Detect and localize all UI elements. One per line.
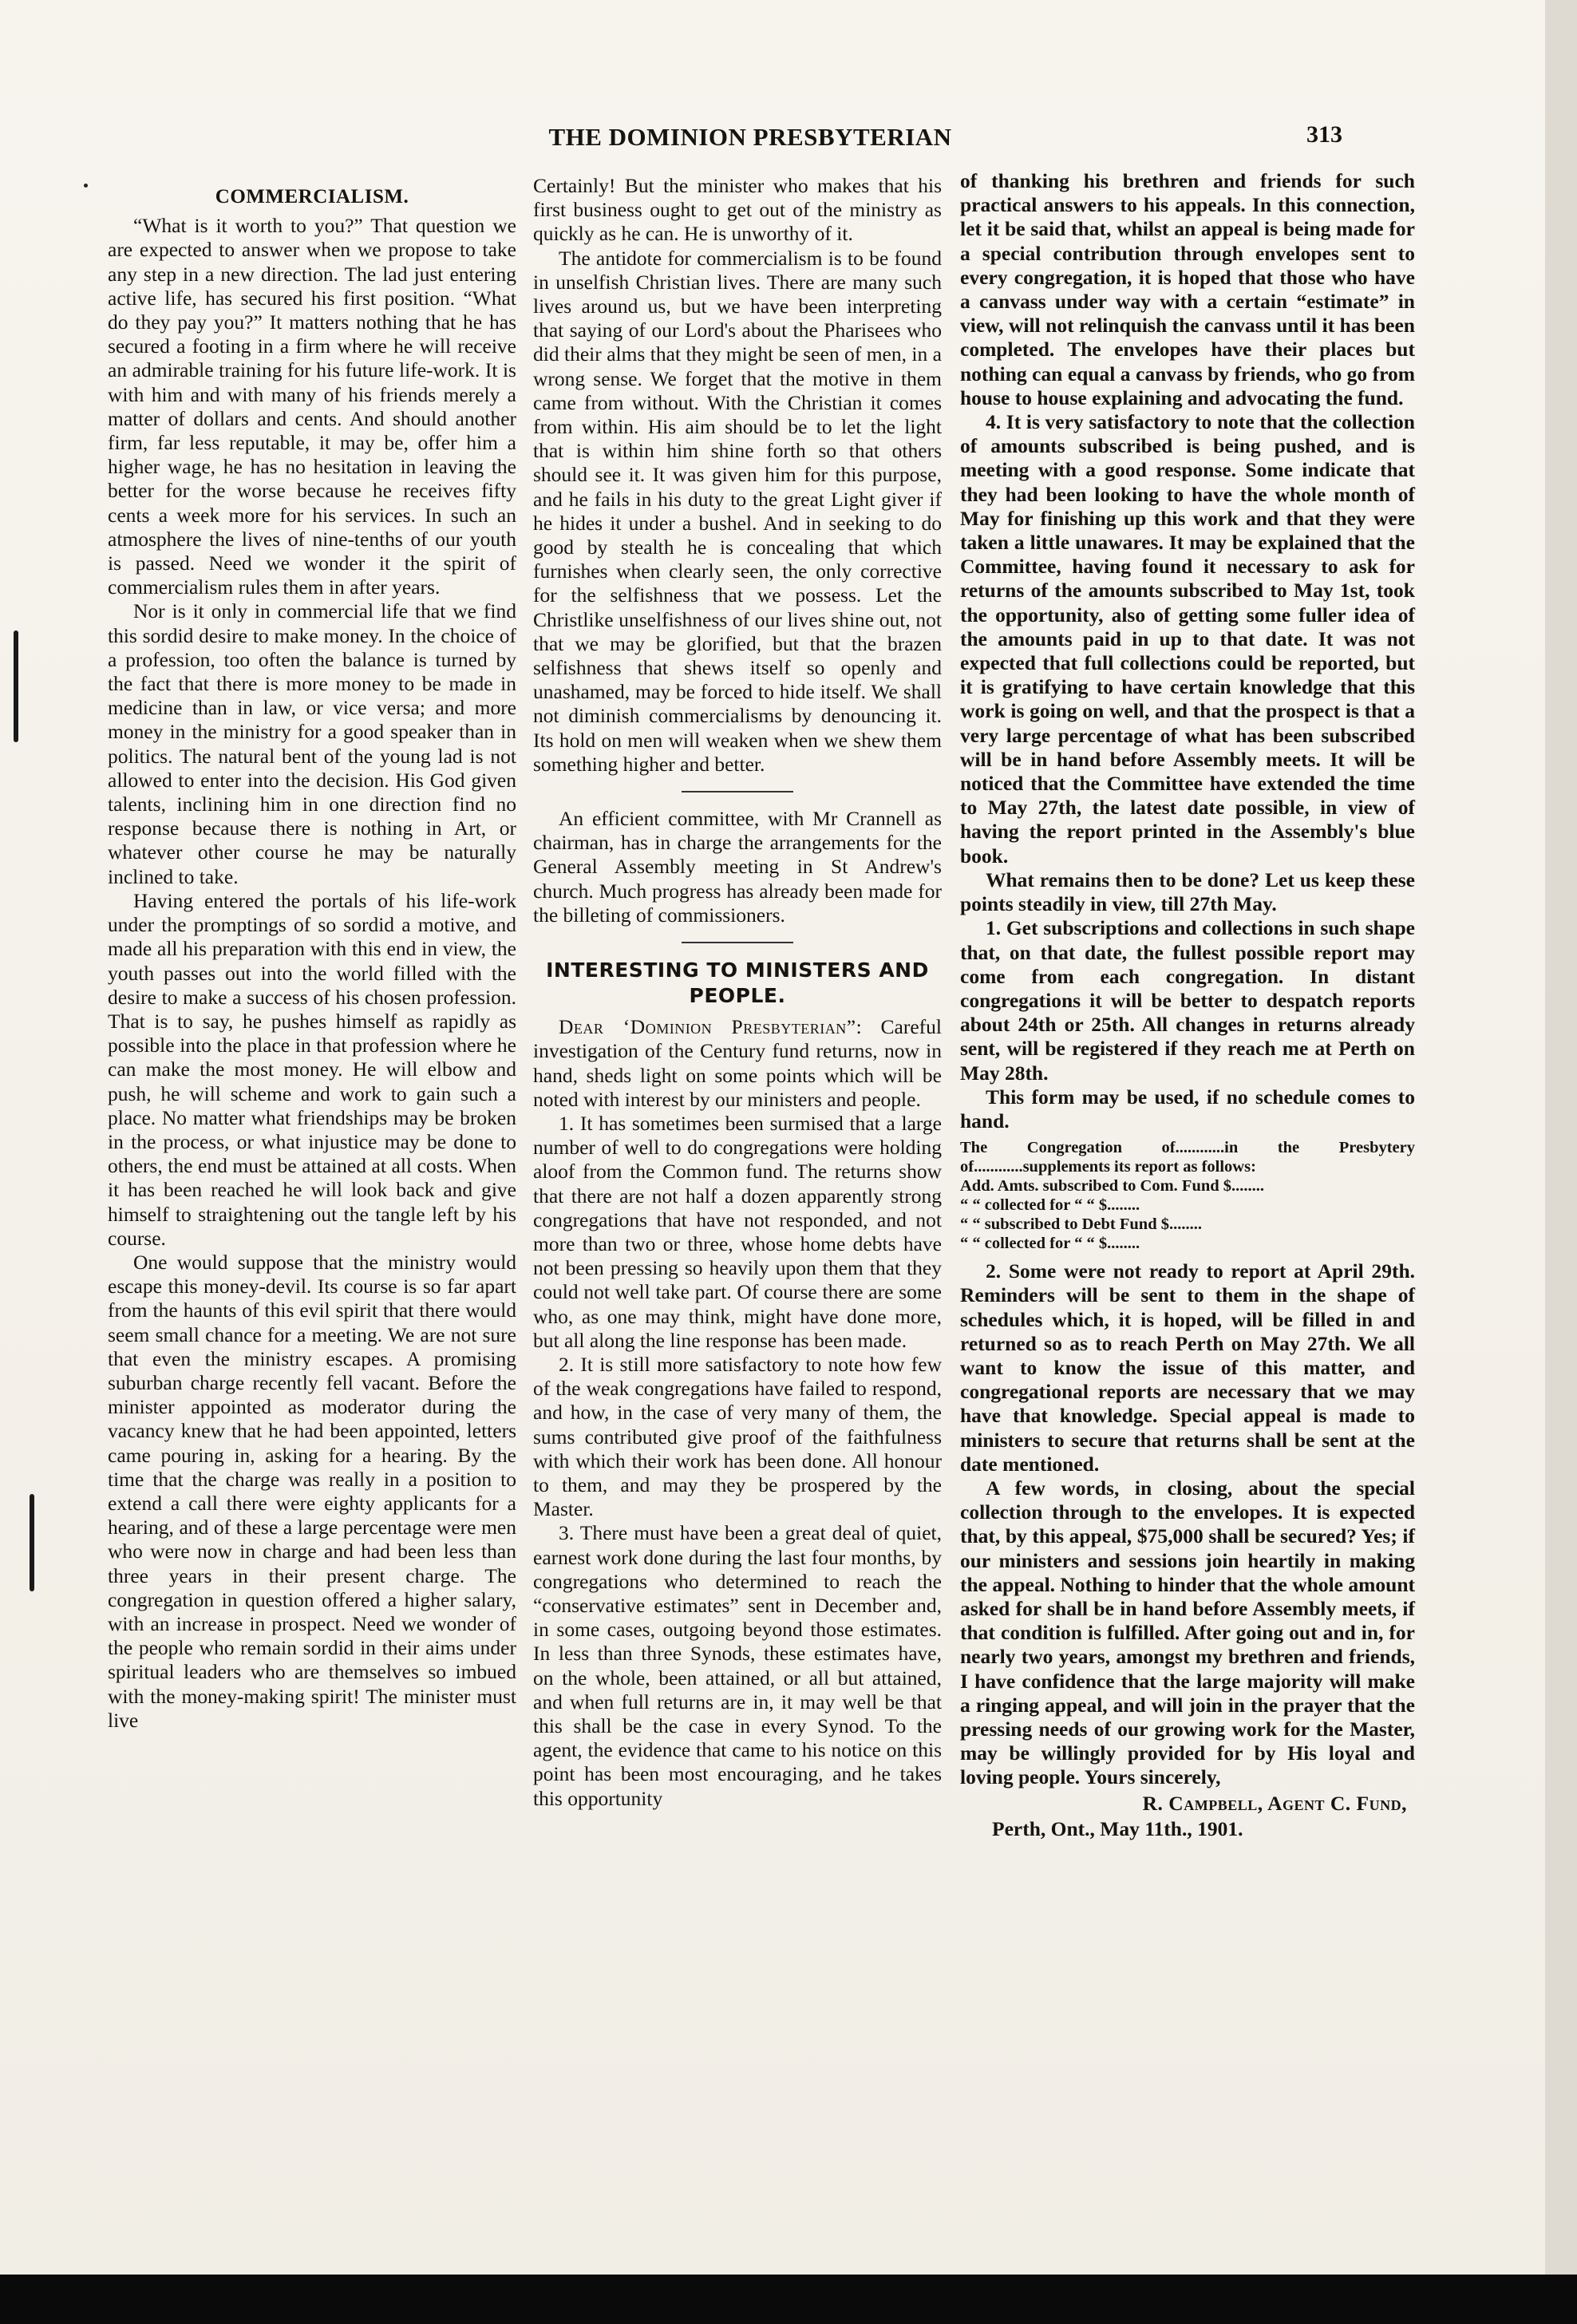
article-paragraph: One would suppose that the ministry would escape this money-devil. Its course is so far apart from the haunts of this evil spirit that there would seem small chance for a meeting. We are not sure that even the ministry escapes. A promising suburban charge recently fell vacant. Before the minister appointed as moderator during the vacancy knew that he had been appointed, letters came pouring in, asking for a hearing. By the time that the charge was really in a position to extend a call there were eighty applicants for a hearing, and of these a large percentage were men who were now in charge and had been less than three years in their present charge. The congregation in question offered a higher salary, with an increase in prospect. Need we wonder of the people who remain sordid in their aims under spiritual leaders who are themselves so imbued with the money-making spirit! The minister must live <box>108 1250 516 1732</box>
letter-paragraph: 1. It has sometimes been surmised that a large number of well to do congregations were holding aloof from the Common fund. The returns show that there are not half a dozen apparently strong congregations that have not responded, and not more than two or three, whose home debts have not been pressing so heavily upon them that they could not well take part. Of course there are some who, as one may think, might have done more, but all along the line response has been made. <box>533 1111 942 1352</box>
letter-paragraph: 3. There must have been a great deal of quiet, earnest work done during the last four months, by congregations who determined to reach the “conservative estimates” sent in December and, in some cases, outgoing beyond those estimates. In less than three Synods, these estimates have, on the whole, been attained, or all but attained, and when full returns are in, it may well be that this shall be the case in every Synod. To the agent, the evidence that came to his notice on this point has been most encouraging, and he takes this opportunity <box>533 1521 942 1810</box>
article-paragraph: Nor is it only in commercial life that we find this sordid desire to make money. In the choice of a profession, too often the balance is turned by the fact that there is more money to be made in medicine than in law, or vice versa; and more money in the ministry for a good speaker than in politics. The natural bent of the young lad is not allowed to enter into the decision. His God given talents, inclining him in one direction find no response because there is nothing in Art, or whatever other course he may be naturally inclined to take. <box>108 599 516 888</box>
running-header-title: THE DOMINION PRESBYTERIAN <box>548 123 952 151</box>
article-paragraph: The antidote for commercialism is to be found in unselfish Christian lives. There are many such lives around us, but we have been interpreting that saying of our Lord's about the Pharisees who did their alms that they might be seen of men, in a wrong sense. We forget that the motive in them came from without. With the Christian it comes from within. His aim should be to let the light that is within him shine forth so that others should see it. It was given him for this purpose, and he fails in his duty to the great Light giver if he hides it under a bushel. And in seeking to do good by stealth he is concealing that which furnishes when clearly seen, the only corrective for the selfishness that we possess. Let the Christlike unselfishness of our lives shine out, not that we may be glorified, but that the brazen selfishness that shews itself so openly and unashamed, may be forced to hide itself. We shall not diminish commercialisms by denouncing it. Its hold on men will weaken when we shew them something higher and better. <box>533 246 942 776</box>
letter-opening <box>533 1015 942 1112</box>
scan-bottom-edge <box>0 2275 1577 2324</box>
margin-bracket-lower <box>30 1494 34 1591</box>
dateline: Perth, Ont., May 11th., 1901. <box>992 1816 1243 1840</box>
left-column <box>108 185 516 1733</box>
return-form-template <box>960 1138 1415 1253</box>
letter-paragraph: A few words, in closing, about the special collection through to the envelopes. It is expected that, by this appeal, $75,000 shall be secured? Yes; if our ministers and sessions join heartily in making the appeal. Nothing to hinder that the whole amount asked for shall be in hand before Assembly meets, if that condition is fulfilled. After going out and in, for nearly two years, amongst my brethren and friends, I have confidence that the large majority will make a ringing appeal, and will join in the prayer that the pressing needs of our growing work for the Master, may be willingly provided for by His loyal and loving people. Yours sincerely, <box>960 1476 1415 1789</box>
letter-paragraph: 1. Get subscriptions and collections in such shape that, on that date, the fullest possible report may come from each congregation. In distant congregations it will be better to despatch reports about 24th or 25th. All changes in returns already sent, will be registered if they reach me at Perth on May 28th. <box>960 916 1415 1085</box>
section-divider <box>682 791 793 792</box>
letter-opening-text: : Careful investigation of the Century fund returns, now in hand, sheds light on some points which will be noted with interest by our ministers and people. <box>533 1015 942 1111</box>
form-row: “ “ subscribed to Debt Fund $........ <box>960 1215 1202 1234</box>
letter-salutation: Dear ‘Dominion Presbyterian” <box>559 1015 856 1039</box>
margin-bracket-upper <box>14 630 18 742</box>
article-paragraph: Certainly! But the minister who makes that his first business ought to get out of the ministry as quickly as he can. He is unworthy of it. <box>533 174 942 246</box>
assembly-notice: An efficient committee, with Mr Crannell as chairman, has in charge the arrangements for the General Assembly meeting in St Andrew's church. Much progress has already been made for the billeting of commissioners. <box>533 807 942 927</box>
form-row: “ “ collected for “ “ $........ <box>960 1235 1140 1253</box>
section-divider <box>682 942 793 943</box>
form-intro: The Congregation of............in the Presbytery of............supplements its report as follows: <box>960 1139 1415 1176</box>
letter-paragraph: 4. It is very satisfactory to note that the collection of amounts subscribed is being pushed, and is meeting with a good response. Some indicate that they had been looking to have the whole month of May for finishing up this work and that they were taken a little unawares. It may be explained that the Committee, having found it necessary to ask for returns of the amounts subscribed to May 1st, took the opportunity, also of getting some fuller idea of the amounts paid in up to that date. It was not expected that full collections could be reported, but it is gratifying to have certain knowledge that this work is going on well, and that the prospect is that a very large percentage of what has been subscribed will be in hand before Assembly meets. It will be noticed that the Committee have extended the time to May 27th, the latest date possible, in view of having the report printed in the Assembly's blue book. <box>960 410 1415 868</box>
letter-paragraph: of thanking his brethren and friends for such practical answers to his appeals. In this connection, let it be said that, whilst an appeal is being made for a special contribution through envelopes sent to every congregation, it is hoped that those who have a canvass under way with a certain “estimate” in view, will not relinquish the canvass until it has been completed. The envelopes have their places but nothing can equal a canvass by friends, who go from house to house explaining and advocating the fund. <box>960 169 1415 409</box>
scan-right-edge <box>1545 0 1577 2324</box>
signature-line: R. Campbell, Agent C. Fund, <box>1142 1791 1407 1815</box>
letter-paragraph: What remains then to be done? Let us keep these points steadily in view, till 27th May. <box>960 868 1415 916</box>
article-heading-interesting: INTERESTING TO MINISTERS AND PEOPLE. <box>546 958 929 1008</box>
article-paragraph: “What is it worth to you?” That question we are expected to answer when we propose to take any step in a new direction. The lad just entering active life, has secured his first position. “What do they pay you?” It matters nothing that he has secured a footing in a firm where he will receive an admirable training for his future life-work. It is with him and with many of his friends merely a matter of dollars and cents. And should another firm, far less reputable, it may be, offer him a higher wage, he has no hesitation in leaving the better for the worse because he receives fifty cents a week more for his services. In such an atmosphere the lives of nine-tenths of our youth is passed. Need we wonder it the spirit of commercialism rules them in after years. <box>108 214 516 599</box>
margin-mark-dot <box>84 184 88 188</box>
form-row: Add. Amts. subscribed to Com. Fund $........ <box>960 1177 1265 1196</box>
page-number: 313 <box>1306 121 1342 148</box>
article-heading-commercialism: COMMERCIALISM. <box>215 186 409 208</box>
letter-paragraph: 2. It is still more satisfactory to note how few of the weak congregations have failed to respond, and how, in the case of very many of them, the sums contributed give proof of the faithfulness with which their work has been done. All honour to them, and may they be prospered by the Master. <box>533 1352 942 1521</box>
letter-paragraph: This form may be used, if no schedule comes to hand. <box>960 1085 1415 1132</box>
article-paragraph: Having entered the portals of his life-work under the promptings of so sordid a motive, and made all his preparation with this end in view, the youth passes out into the world filled with the desire to make a success of his chosen profession. That is to say, he pushes himself as rapidly as possible into the place in that profession where he can make the most money. He will elbow and push, he will scheme and work to gain such a place. No matter what friendships may be broken in the process, or what injustice may be done to others, the end must be attained at all costs. When it has been reached he will look back and give himself to straightening out the tangle left by his course. <box>108 888 516 1250</box>
right-column <box>960 169 1415 1841</box>
form-row: “ “ collected for “ “ $........ <box>960 1196 1140 1215</box>
letter-paragraph: 2. Some were not ready to report at April 29th. Reminders will be sent to them in the shape of schedules which, it is hoped, will be filled in and returned so as to reach Perth on May 27th. We all want to know the issue of this matter, and congregational reports are necessary that we may have that knowledge. Special appeal is made to ministers to secure that returns shall be sent at the date mentioned. <box>960 1259 1415 1476</box>
middle-column <box>533 174 942 1811</box>
